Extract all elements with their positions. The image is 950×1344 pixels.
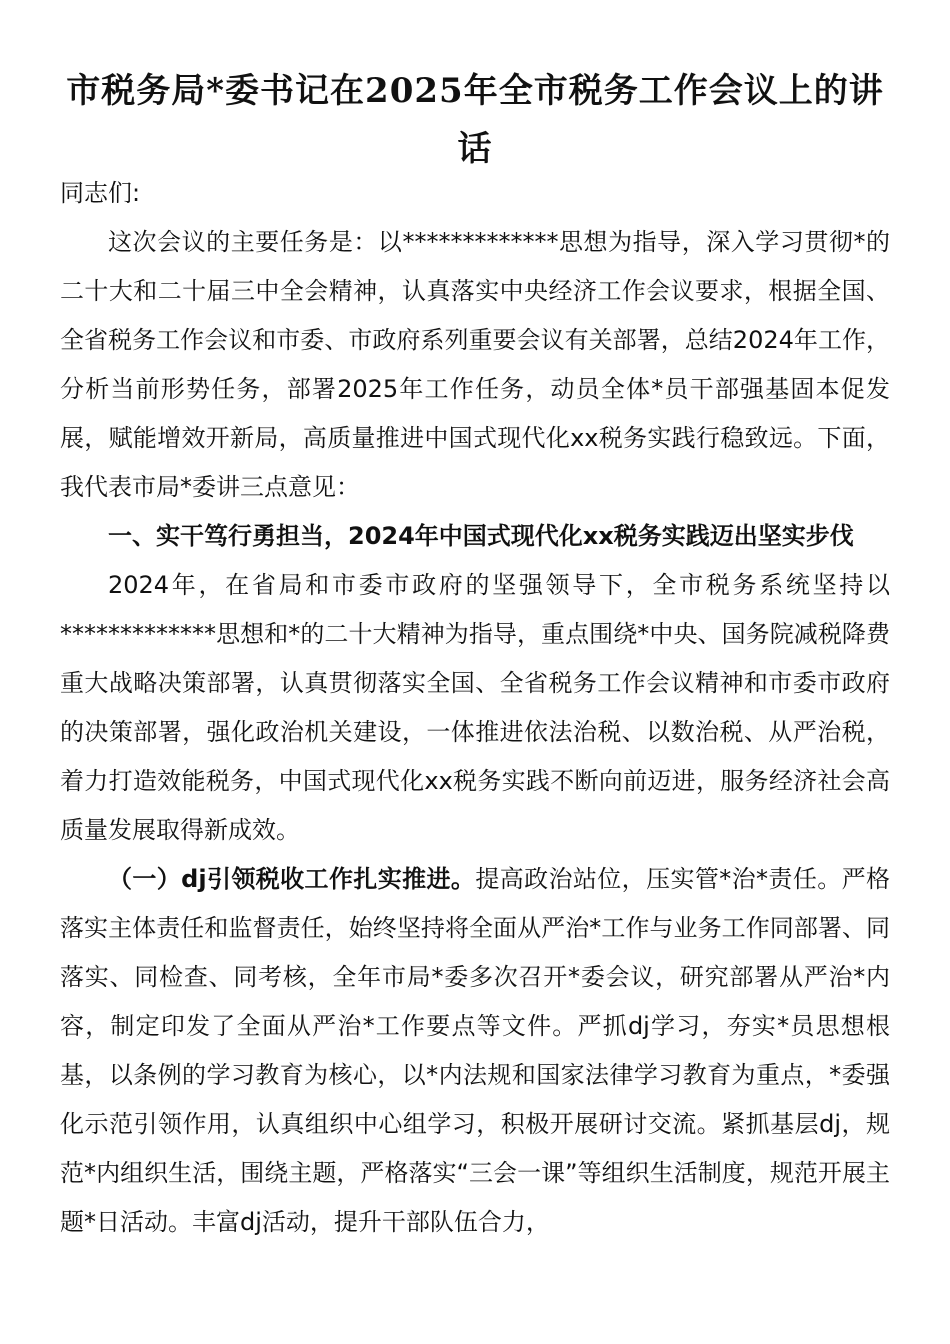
section-1-paragraph: 2024年，在省局和市委市政府的坚强领导下，全市税务系统坚持以*************思想和*的二十大精神为指导，重点围绕*中央、国务院减税降费重大战略决策部署，认真贯彻落实全国、全省税务工作会议精神和市委市政府的决策部署，强化政治机关建设，一体推进依法治税、以数治税、从严治税，着力打造效能税务，中国式现代化xx税务实践不断向前迈进，服务经济社会高质量发展取得新成效。 [60,571,890,844]
document-title: 市税务局*委书记在2025年全市税务工作会议上的讲话 [66,71,884,169]
subsection-1-text: 提高政治站位，压实管*治*责任。严格落实主体责任和监督责任，始终坚持将全面从严治*工作与业务工作同部署、同落实、同检查、同考核，全年市局*委多次召开*委会议，研究部署从严治*内容，制定印发了全面从严治*工作要点等文件。严抓dj学习，夯实*员思想根基，以条例的学习教育为核心，以*内法规和国家法律学习教育为重点，*委强化示范引领作用，认真组织中心组学习，积极开展研讨交流。紧抓基层dj，规范*内组织生活，围绕主题，严格落实“三会一课”等组织生活制度，规范开展主题*日活动。丰富dj活动，提升干部队伍合力， [60,865,891,1236]
subsection-1-heading: （一）dj引领税收工作扎实推进。 [108,865,476,893]
subsection-1-paragraph [60,855,890,1247]
section-1-heading: 一、实干笃行勇担当，2024年中国式现代化xx税务实践迈出坚实步伐 [108,522,854,550]
salutation: 同志们: [60,179,141,207]
document-body [60,169,890,1247]
intro-paragraph: 这次会议的主要任务是：以*************思想为指导，深入学习贯彻*的二十大和二十届三中全会精神，认真落实中央经济工作会议要求，根据全国、全省税务工作会议和市委、市政府系列重要会议有关部署，总结2024年工作，分析当前形势任务，部署2025年工作任务，动员全体*员干部强基固本促发展，赋能增效开新局，高质量推进中国式现代化xx税务实践行稳致远。下面，我代表市局*委讲三点意见： [60,228,890,501]
